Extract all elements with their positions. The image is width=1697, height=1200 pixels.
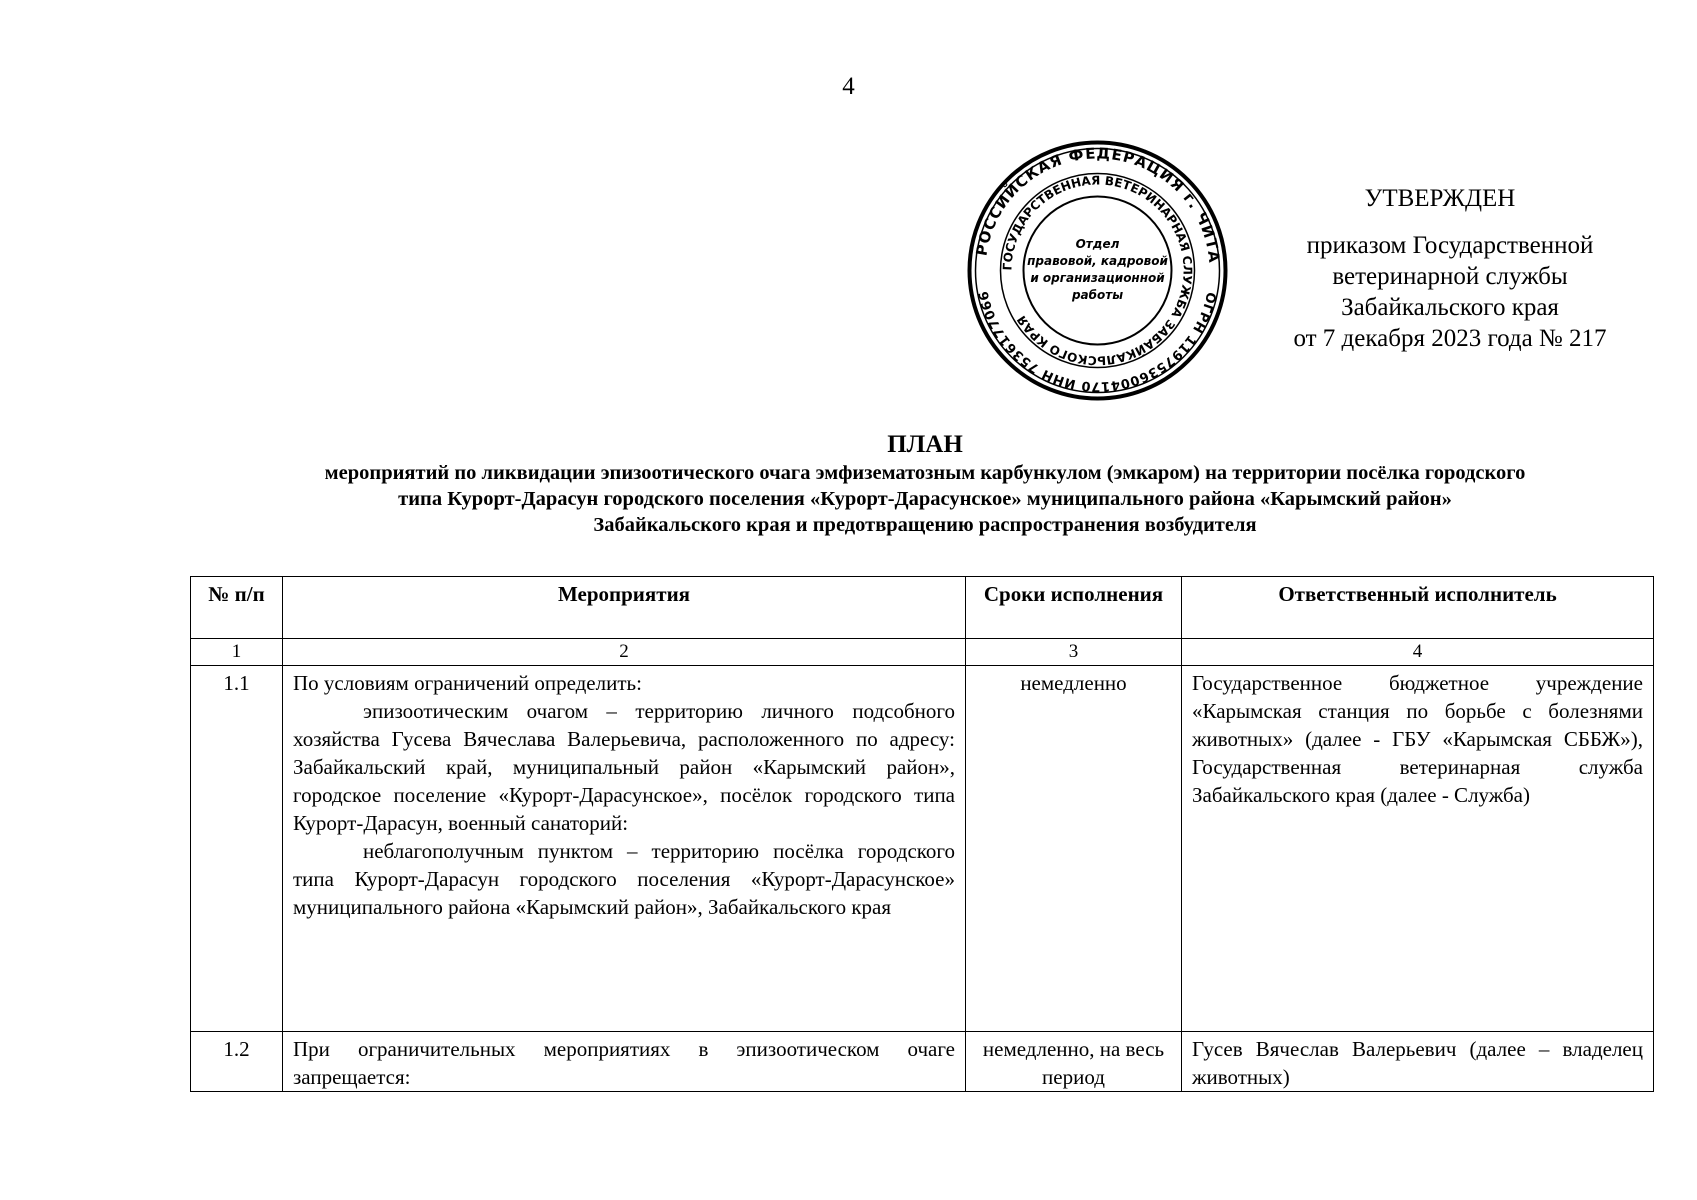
row-number: 1.1 xyxy=(191,666,283,1032)
seal-outer-text: РОССИЙСКАЯ ФЕДЕРАЦИЯ г. ЧИТА xyxy=(972,144,1224,265)
plan-table xyxy=(190,576,1654,1092)
seal-center-line: Отдел xyxy=(1075,237,1120,251)
approval-title: УТВЕРЖДЕН xyxy=(1364,185,1516,212)
column-number: 4 xyxy=(1182,639,1654,666)
activity-paragraph: эпизоотическим очагом – территорию личного подсобного хозяйства Гусева Вячеслава Валерьевича, расположенного по адресу: Забайкальский край, муниципальный район «Карымский район», городское поселение «Курорт-Дарасунское», посёлок городского типа Курорт-Дарасун, военный санаторий: xyxy=(293,699,955,835)
approval-line: приказом Государственной xyxy=(1306,232,1594,259)
table-row xyxy=(191,666,1654,1032)
approval-line: Забайкальского края xyxy=(1341,294,1559,321)
plan-subtitle-line: Забайкальского края и предотвращению распространения возбудителя xyxy=(593,514,1257,536)
column-number: 2 xyxy=(283,639,966,666)
seal-bottom-text: ОГРН 1197536004170 ИНН 7536177066 xyxy=(976,289,1219,394)
official-seal xyxy=(965,138,1230,403)
header-responsible: Ответственный исполнитель xyxy=(1182,577,1654,639)
page-number: 4 xyxy=(842,73,855,100)
row-deadline: немедленно xyxy=(966,666,1182,1032)
plan-title: ПЛАН xyxy=(887,431,963,458)
plan-subtitle-line: мероприятий по ликвидации эпизоотического очага эмфизематозным карбункулом (эмкаром) на территории посёлка городского xyxy=(324,462,1526,484)
row-responsible: Гусев Вячеслав Валерьевич (далее – владелец животных) xyxy=(1182,1032,1654,1092)
approval-line: ветеринарной службы xyxy=(1332,263,1568,290)
header-deadline: Сроки исполнения xyxy=(966,577,1182,639)
seal-center-line: и организационной xyxy=(1030,271,1165,285)
activity-intro: По условиям ограничений определить: xyxy=(293,671,642,695)
header-num: № п/п xyxy=(191,577,283,639)
row-activity xyxy=(283,666,966,1032)
column-number: 1 xyxy=(191,639,283,666)
column-number-row xyxy=(191,639,1654,666)
header-activity: Мероприятия xyxy=(283,577,966,639)
activity-paragraph: неблагополучным пунктом – территорию посёлка городского типа Курорт-Дарасун городского поселения «Курорт-Дарасунское» муниципального района «Карымский район», Забайкальского края xyxy=(293,839,955,919)
approval-block xyxy=(1240,183,1660,354)
row-number: 1.2 xyxy=(191,1032,283,1092)
row-responsible: Государственное бюджетное учреждение «Карымская станция по борьбе с болезнями животных» (далее - ГБУ «Карымская СББЖ»), Государственная ветеринарная служба Забайкальского края (далее - Служба) xyxy=(1182,666,1654,1032)
approval-line: от 7 декабря 2023 года № 217 xyxy=(1293,325,1607,352)
seal-middle-text: ГОСУДАРСТВЕННАЯ ВЕТЕРИНАРНАЯ СЛУЖБА ЗАБАЙКАЛЬСКОГО КРАЯ xyxy=(1000,173,1195,368)
table-header-row xyxy=(191,577,1654,639)
column-number: 3 xyxy=(966,639,1182,666)
table-row xyxy=(191,1032,1654,1092)
row-activity: При ограничительных мероприятиях в эпизоотическом очаге запрещается: xyxy=(283,1032,966,1092)
seal-center-line: работы xyxy=(1071,288,1124,302)
plan-subtitle-line: типа Курорт-Дарасун городского поселения «Курорт-Дарасунское» муниципального района «Карымский район» xyxy=(398,488,1452,510)
row-deadline: немедленно, на весь период xyxy=(966,1032,1182,1092)
seal-center-line: правовой, кадровой xyxy=(1027,254,1168,268)
plan-header xyxy=(210,430,1640,538)
